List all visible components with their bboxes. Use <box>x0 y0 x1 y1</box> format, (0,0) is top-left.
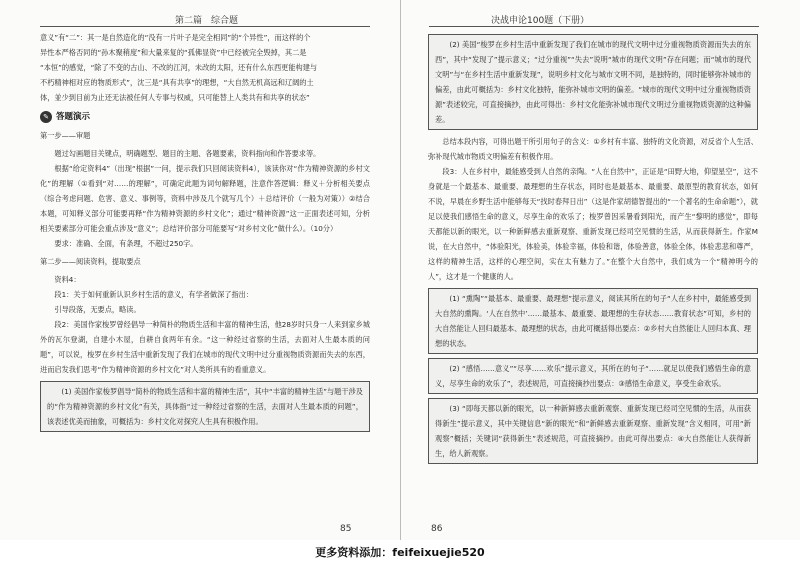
header-rule <box>40 26 370 27</box>
right-page-header: 决战申论100题（下册） <box>491 16 590 26</box>
step-title: 第二步——阅读资料，提取要点 <box>40 257 141 266</box>
footer-contact: 更多资料添加：feifeixuejie520 <box>315 546 485 559</box>
paragraph: 要求：准确、全面，有条理，不超过250字。 <box>54 239 198 248</box>
paragraph: 总结本段内容，可得出题干所引用句子的含义：①乡村有丰富、独特的文化资源，对反省个人生活、弥补现代城市物质文明偏差有积极作用。 <box>428 137 758 161</box>
paragraph: 根据“给定资料4”（出现“根据”一问，提示我们只回阅读资料4），该读你对“作为精神资源的乡村文化”的理解（①看到“对……的理解”，可确定此题为词句解释题，注意作答逻辑：释义＋分析相关要点（综合考虑问题、危害、意义、事例等，资料中涉及几个就写几个）＋总结评价（一般为对策））②结合本题，可知释义部分可能要再释“作为精神资源的乡村文化”；通过“精神资源”这一正面表述可知，分析相关要素部分可能会重点涉及“意义”；总结评价部分可能要写“对乡村文化”做什么）。（10分） <box>40 164 370 233</box>
analysis-text: (2) 美国“梭罗在乡村生活中重新发现了我们在城市的现代文明中过分重视物质资源而失去的东西”，其中“发现了”提示意义；“过分重视”“失去”说明“城市的现代文明”存在问题；而“城市的现代文明”与“在乡村生活中重新发现”，说明乡村文化与城市文明不同，是独特的，同时能够弥补城市的偏差，由此可概括为：乡村文化独特，能弥补城市文明的偏差。“城市的现代文明中过分重视物质资源”表述较完，可直接摘抄，由此可得出：乡村文化能弥补城市现代文明过分重视物质资源的这种偏差。 <box>435 40 751 124</box>
analysis-box <box>428 288 758 354</box>
paragraph: 题过勾画题目关键点，明确题型、题目的主题、各题要素，资料指向和作答要求等。 <box>54 149 321 158</box>
right-page-number: 86 <box>431 524 443 534</box>
analysis-text: (1) 美国作家梭罗倡导“简朴的物质生活和丰富的精神生活”，其中“丰富的精神生活”与题干涉及的“作为精神资源的乡村文化”有关，具体指“过一种经过省察的生活，去面对人生最本质的问题”，该表述优美而抽象，可概括为：乡村文化对探究人生具有积极作用。 <box>47 387 363 426</box>
text-line: 意义”有“二”：其一是自然造化的“没有一片叶子是完全相同”的“个异性”，而这样的个 <box>40 33 311 42</box>
analysis-text: (3) “即每天都以新的眼光，以一种新鲜感去重新观察、重新发现已经司空见惯的生活，从而获得新生”提示意义，其中关键信息“新的眼光”和“新鲜感去重新观察、重新发现”含义相同，可用“新观察”概括；关键词“获得新生”表述规范，可直接摘抄。由此可得出要点：④大自然能让人获得新生，给人新观察。 <box>435 404 751 458</box>
section-heading <box>40 110 370 125</box>
analysis-box <box>428 358 758 394</box>
material-label: 资料4： <box>54 275 81 284</box>
paragraph: 段3：人在乡村中，最能感受到人自然的亲陶。“人在自然中”，正证是“田野大地，仰望星空”，这不身就是一个最基本、最重要、最理想的生存状态，同时也是最基本、最重要、最原型的教育状态，如何不说，早晨在乡野生活中能够每天“找时春拜日出”（这是作家胡德智提出的“一个著名的生命命题”），就足以使我们感悟生命的意义，尽享生命的欢乐了；梭罗曾因采暑看到阳光，而产生“黎明的感觉”，即每天都能以新的眼光，以一种新鲜感去重新观察、重新发现已经司空见惯的生活，从而获得新生。作家M说，在大自然中，“体验阳光，体验美，体验幸福，体验和谐，体验善意，体验全体，体验悲悲和尊严，这样的精神生活，这样的心理空间，实在太有魅力了。”在整个大自然中，我们成为一个“精神明今的人”，这才是一个健康的人。 <box>428 167 758 281</box>
analysis-box <box>428 398 758 464</box>
paragraph-hint: 引导段落，无要点，略读。 <box>54 305 141 314</box>
left-page-header: 第二篇 综合题 <box>175 16 239 26</box>
left-page-number: 85 <box>340 524 352 534</box>
text-line: “本恒”的感觉，“除了不变的古山、不改的江河，未改的太阳，还有什么东西更能构建与 <box>40 63 318 72</box>
paragraph: 段1：关于如何重新认识乡村生活的意义，有学者做深了指出： <box>54 290 254 299</box>
paragraph: 段2：美国作家梭罗曾经倡导一种简朴的物质生活和丰富的精神生活，他28岁时只身一人来到家乡城外的瓦尔登湖，自建小木屋，自耕自食两年有余。“这一种经过省察的生活，去面对人生最本质的问题”，可以说，梭罗在乡村生活中重新发现了我们在城市的现代文明中过分重视物质资源而失去的东西，进而启发我们思考“作为精神资源的乡村文化”对人类所具有的看重意义。 <box>40 320 370 374</box>
analysis-box <box>428 34 758 130</box>
step-title: 第一步——审题 <box>40 131 91 140</box>
analysis-box <box>40 381 370 432</box>
analysis-text: (2) “感悟……意义”“尽享……欢乐”提示意义，其所在的句子“……就足以使我们感悟生命的意义，尽享生命的欢乐了”，表述规范，可直接摘抄出要点：③感悟生命意义，享受生命欢乐。 <box>435 364 751 388</box>
bullet-icon: ✎ <box>40 111 52 123</box>
header-rule <box>429 26 759 27</box>
section-title: 答题演示 <box>56 112 91 122</box>
text-line: 体，並少到目前为止还无法被任何人专事与权威，只可能替上人类共有和共享的状态” <box>40 93 310 102</box>
right-content <box>428 30 758 468</box>
analysis-text: (1) “熏陶”“最基本、最重要、最理想”提示意义，阅读其所在的句子“人在乡村中，最能感受到大自然的熏陶。‘人在自然中’……最基本、最重要、最理想的生存状态……教育状态”可知，乡村的大自然能让人回归最基本、最理想的状态，由此可概括得出要点：②乡村大自然能让人回归本真、理想的状态。 <box>435 294 751 348</box>
left-content <box>40 30 370 436</box>
text-line: 异性本严格否同的“孙木聚稍度”和大量来复的“孤佛显资”中已经被完全毁掉，其二是 <box>40 48 307 57</box>
text-line: 不朽精神相对应的物质形式”，沈三是“具有共享”的理想，“大自然无机高远和辽阔的土 <box>40 78 314 87</box>
